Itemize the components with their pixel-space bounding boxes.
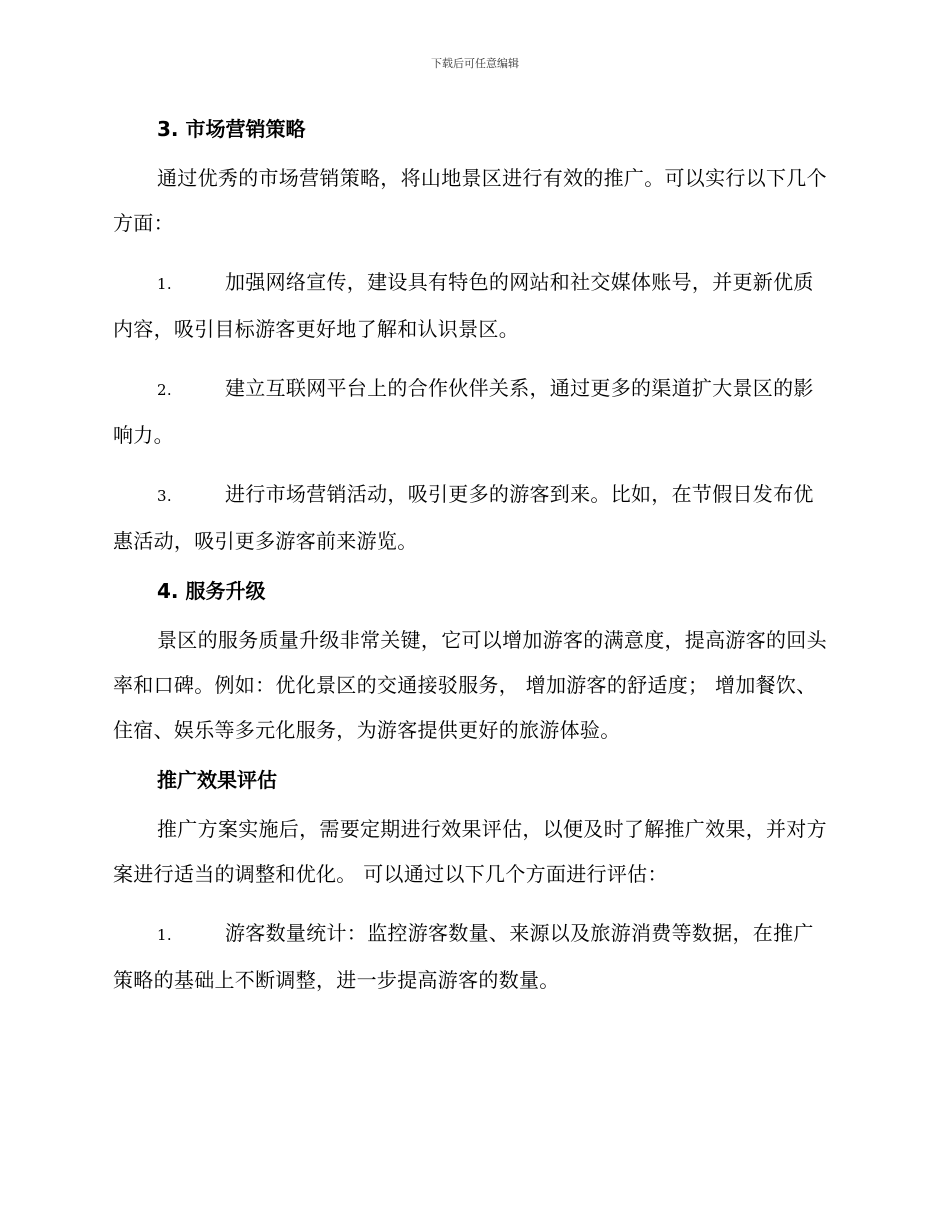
list-item-number: 1. [157,275,172,293]
list-item [113,366,833,458]
section-heading-service: 4. 服务升级 [157,579,266,603]
list-item-text: 游客数量统计：监控游客数量、来源以及旅游消费等数据，在推广策略的基础上不断调整，进一步提高游客的数量。 [113,921,814,992]
marketing-intro: 通过优秀的市场营销策略，将山地景区进行有效的推广。可以实行以下几个方面： [113,166,827,235]
section-heading-marketing: 3. 市场营销策略 [157,117,306,141]
list-item-text: 进行市场营销活动，吸引更多的游客到来。比如，在节假日发布优惠活动，吸引更多游客前来游览。 [113,482,814,553]
service-body: 景区的服务质量升级非常关键，它可以增加游客的满意度，提高游客的回头率和口碑。例如：优化景区的交通接驳服务， 增加游客的舒适度； 增加餐饮、住宿、娱乐等多元化服务，为游客提供更好的旅游体验。 [113,628,827,742]
list-item-text: 建立互联网平台上的合作伙伴关系，通过更多的渠道扩大景区的影响力。 [113,376,814,447]
section-heading-evaluation: 推广效果评估 [157,768,277,792]
document-body [113,112,833,1003]
list-item-number: 1. [157,926,172,944]
list-item-text: 加强网络宣传，建设具有特色的网站和社交媒体账号，并更新优质内容，吸引目标游客更好地了解和认识景区。 [113,270,814,341]
list-item-number: 2. [157,381,172,399]
list-item-number: 3. [157,487,172,505]
evaluation-intro: 推广方案实施后，需要定期进行效果评估，以便及时了解推广效果，并对方案进行适当的调整和优化。 可以通过以下几个方面进行评估： [113,817,827,886]
list-item [113,472,833,564]
list-item [113,260,833,352]
page-header: 下载后可任意编辑 [431,57,519,70]
list-item [113,911,833,1003]
